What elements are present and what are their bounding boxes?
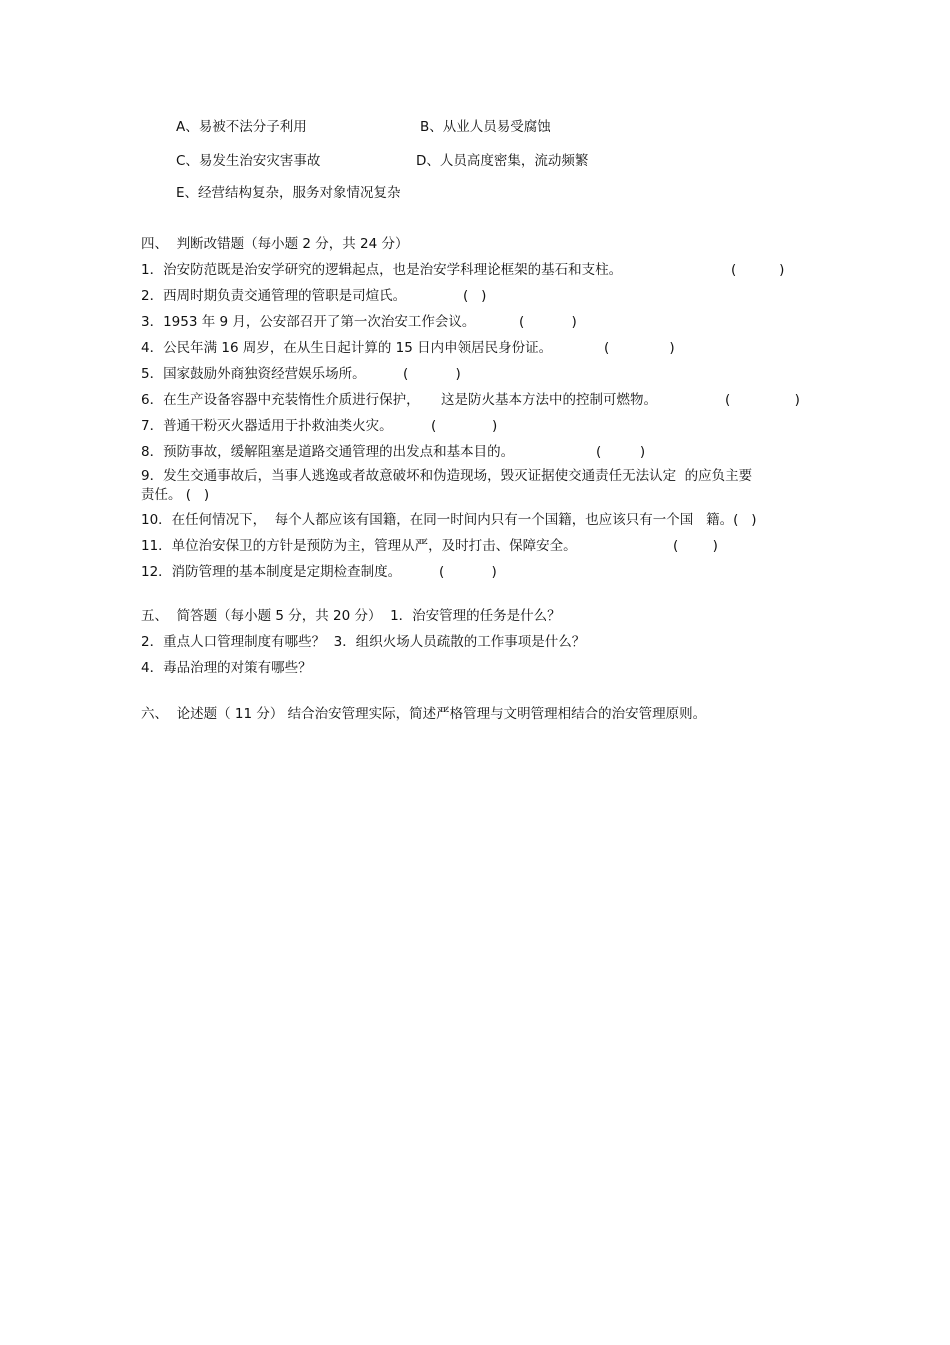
answer-blank-8: ( ) [596,444,646,460]
section5-line-2: 2．重点人口管理制度有哪些？ 3．组织火场人员疏散的工作事项是什么？ [141,634,586,650]
answer-blank-2: ( ) [463,288,487,304]
option-a: A、易被不法分子利用 [176,119,307,135]
answer-blank-1: ( ) [731,262,785,278]
option-b: B、从业人员易受腐蚀 [420,119,551,135]
question-9-continued: 责任。 ( ) [141,487,210,503]
question-2: 2．西周时期负责交通管理的管职是司煊氏。 [141,288,407,304]
option-d: D、人员高度密集，流动频繁 [416,153,589,169]
question-9: 9．发生交通事故后，当事人逃逸或者故意破坏和伪造现场，毁灭证据使交通责任无法认定 的应负主要 [141,468,753,484]
question-10: 10．在任何情况下， 每个人都应该有国籍，在同一时间内只有一个国籍，也应该只有一个国 籍。( ) [141,512,757,528]
option-c: C、易发生治安灾害事故 [176,153,321,169]
option-e: E、经营结构复杂，服务对象情况复杂 [176,185,401,201]
answer-blank-7: ( ) [431,418,498,434]
question-11: 11．单位治安保卫的方针是预防为主，管理从严，及时打击、保障安全。 [141,538,577,554]
answer-blank-5: ( ) [403,366,461,382]
answer-blank-12: ( ) [439,564,497,580]
question-8: 8．预防事故，缓解阻塞是道路交通管理的出发点和基本目的。 [141,444,515,460]
section5-line-3: 4．毒品治理的对策有哪些？ [141,660,312,676]
answer-blank-4: ( ) [604,340,675,356]
section4-heading: 四、 判断改错题（每小题 2 分，共 24 分） [141,236,409,252]
section5-line-1: 五、 简答题（每小题 5 分，共 20 分） 1．治安管理的任务是什么？ [141,608,561,624]
question-12: 12．消防管理的基本制度是定期检查制度。 [141,564,402,580]
answer-blank-3: ( ) [519,314,577,330]
question-6: 6．在生产设备容器中充装惰性介质进行保护， 这是防火基本方法中的控制可燃物。 [141,392,658,408]
question-1: 1．治安防范既是治安学研究的逻辑起点，也是治安学科理论框架的基石和支柱。 [141,262,623,278]
question-7: 7．普通干粉灭火器适用于扑救油类火灾。 [141,418,393,434]
question-4: 4．公民年满 16 周岁，在从生日起计算的 15 日内申领居民身份证。 [141,340,553,356]
answer-blank-6: ( ) [725,392,800,408]
question-5: 5．国家鼓励外商独资经营娱乐场所。 [141,366,366,382]
answer-blank-11: ( ) [673,538,718,554]
question-3: 3．1953 年 9 月，公安部召开了第一次治安工作会议。 [141,314,476,330]
section6-line: 六、 论述题（ 11 分） 结合治安管理实际，简述严格管理与文明管理相结合的治安管理原则。 [141,706,707,722]
